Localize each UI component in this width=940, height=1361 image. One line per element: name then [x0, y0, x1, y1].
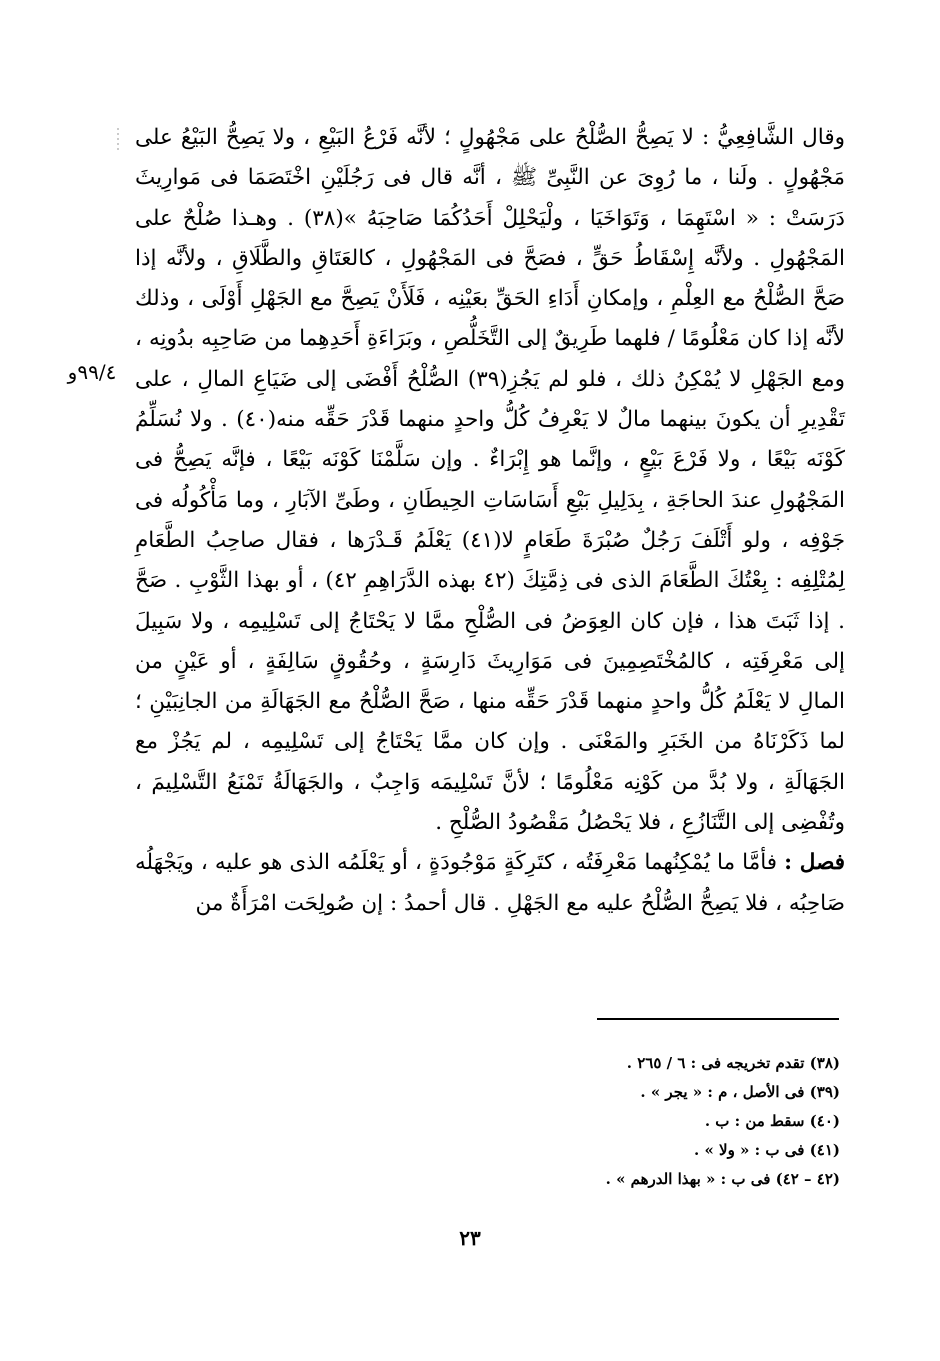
paragraph-2-text: فأمَّا ما يُمْكِنُهما مَعْرِفَتُه ، كتَرِكَةٍ مَوْجُودَةٍ ، أو يَعْلَمُه الذى هو عليه ، ويَجْهَلُه صَاحِبُه ، فلا يَصِحُّ الصُّلْحُ عليه مع الجَهْلِ . قال أحمدُ : إن صُولِحَت امْرَأَةٌ من — [135, 850, 845, 916]
paragraph-2 — [135, 843, 845, 924]
footnote-40: (٤٠) سقط من : ب . — [704, 1112, 840, 1130]
margin-dots — [113, 125, 123, 161]
footnotes — [470, 1049, 840, 1194]
page-number: ٢٣ — [459, 1226, 481, 1250]
paragraph-1: وقال الشَّافِعِيُّ : لا يَصِحُّ الصُّلْحُ على مَجْهُولٍ ؛ لأنَّه فَرْعُ البَيْعِ ، ولا يَصِحُّ البَيْعُ على مَجْهُولٍ . ولَنا ، ما رُوِىَ عن النَّبِىِّ ﷺ ، أنَّه قال فى رَجُلَيْنِ اخْتَصَمَا فى مَوارِيثَ دَرَسَتْ : « اسْتَهِمَا ، وَتَوَاخَيَا ، ولْيَحْلِلْ أَحَدُكُمَا صَاحِبَهُ »(٣٨) . وهـذا صُلْحٌ على المَجْهُولِ . ولأنَّه إِسْقَاطُ حَقٍّ ، فصَحَّ فى المَجْهُولِ ، كالعَتَاقِ والطَّلَاقِ ، ولأنَّه إذا صَحَّ الصُّلْحُ مع العِلْمِ ، وإمكانِ أَدَاءِ الحَقِّ بعَيْنِه ، فَلَأَنْ يَصِحَّ مع الجَهْلِ أَوْلَى ، وذلك لأنَّه إذا كان مَعْلُومًا / فلهما طَرِيقٌ إلى التَّخَلُّصِ ، وبَرَاءَةِ أَحَدِهِما من صَاحِبِه بدُونِه ، ومع الجَهْلِ لا يُمْكِنُ ذلك ، فلو لم يَجُزِ(٣٩) الصُّلْحُ أَفْضَى إلى ضَيَاعِ المالِ ، على تَقْدِيرِ أن يكونَ بينهما مالٌ لا يَعْرِفُ كُلُّ واحدٍ منهما قَدْرَ حَقِّه منه(٤٠) . ولا نُسَلِّمُ كَوْنَه بَيْعًا ، ولا فَرْعَ بَيْعٍ ، وإنَّما هو إِبْرَاءٌ . وإن سَلَّمْنَا كَوْنَه بَيْعًا ، فإنَّه يَصِحُّ فى المَجْهُولِ عندَ الحاجَةِ ، بِدَلِيلِ بَيْعِ أَسَاسَاتِ الحِيطَانِ ، وطَىِّ الآبَارِ ، وما مَأْكُولُه فى جَوْفِه ، ولو أَتْلَفَ رَجُلٌ صُبْرَةَ طَعَامٍ لا(٤١) يَعْلَمُ قَـدْرَها ، فقال صاحِبُ الطَّعَامِ لِمُتْلِفِه : بِعْتُكَ الطَّعَامَ الذى فى ذِمَّتِكَ (٤٢ بهذه الدَّرَاهِمِ ٤٢) ، أو بهذا الثَّوْبِ . صَحَّ . إذا ثَبَتَ هذا ، فإن كان العِوَضُ فى الصُّلْحِ ممَّا لا يَحْتَاجُ إلى تَسْلِيمِه ، ولا سَبِيلَ إلى مَعْرِفَتِه ، كالمُخْتَصِمِينَ فى مَوَارِيثَ دَارِسَةٍ ، وحُقُوقٍ سَالِفَةٍ ، أو عَيْنٍ من المالِ لا يَعْلَمُ كُلُّ واحدٍ منهما قَدْرَ حَقِّه منها ، صَحَّ الصُّلْحُ مع الجَهَالَةِ من الجانِبَيْنِ ؛ لما ذَكَرْنَاهُ من الخَبَرِ والمَعْنَى . وإن كان ممَّا يَحْتَاجُ إلى تَسْلِيمِه ، لم يَجُزْ مع الجَهَالَةِ ، ولا بُدَّ من كَوْنِه مَعْلُومًا ؛ لأنَّ تَسْلِيمَه وَاجِبٌ ، والجَهَالَةُ تَمْنَعُ التَّسْلِيمَ ، وتُفْضِى إلى التَّنَازُعِ ، فلا يَحْصُلُ مَقْصُودُ الصُّلْحِ . — [135, 125, 846, 836]
main-text — [135, 118, 845, 924]
footnote-39: (٣٩) فى الأصل ، م : « يجر » . — [640, 1083, 840, 1101]
footnote-42: (٤٢ – ٤٢) فى ب : « بهذا الدرهم » . — [605, 1170, 840, 1188]
manuscript-folio-note: ٩٩/٤و — [67, 360, 117, 384]
footnote-41: (٤١) فى ب : « ولا » . — [694, 1141, 840, 1159]
fasl-label: فصل : — [784, 850, 845, 876]
footnote-divider — [597, 1018, 839, 1020]
footnote-38: (٣٨) تقدم تخريجه فى : ٦ / ٢٦٥ . — [626, 1054, 840, 1072]
